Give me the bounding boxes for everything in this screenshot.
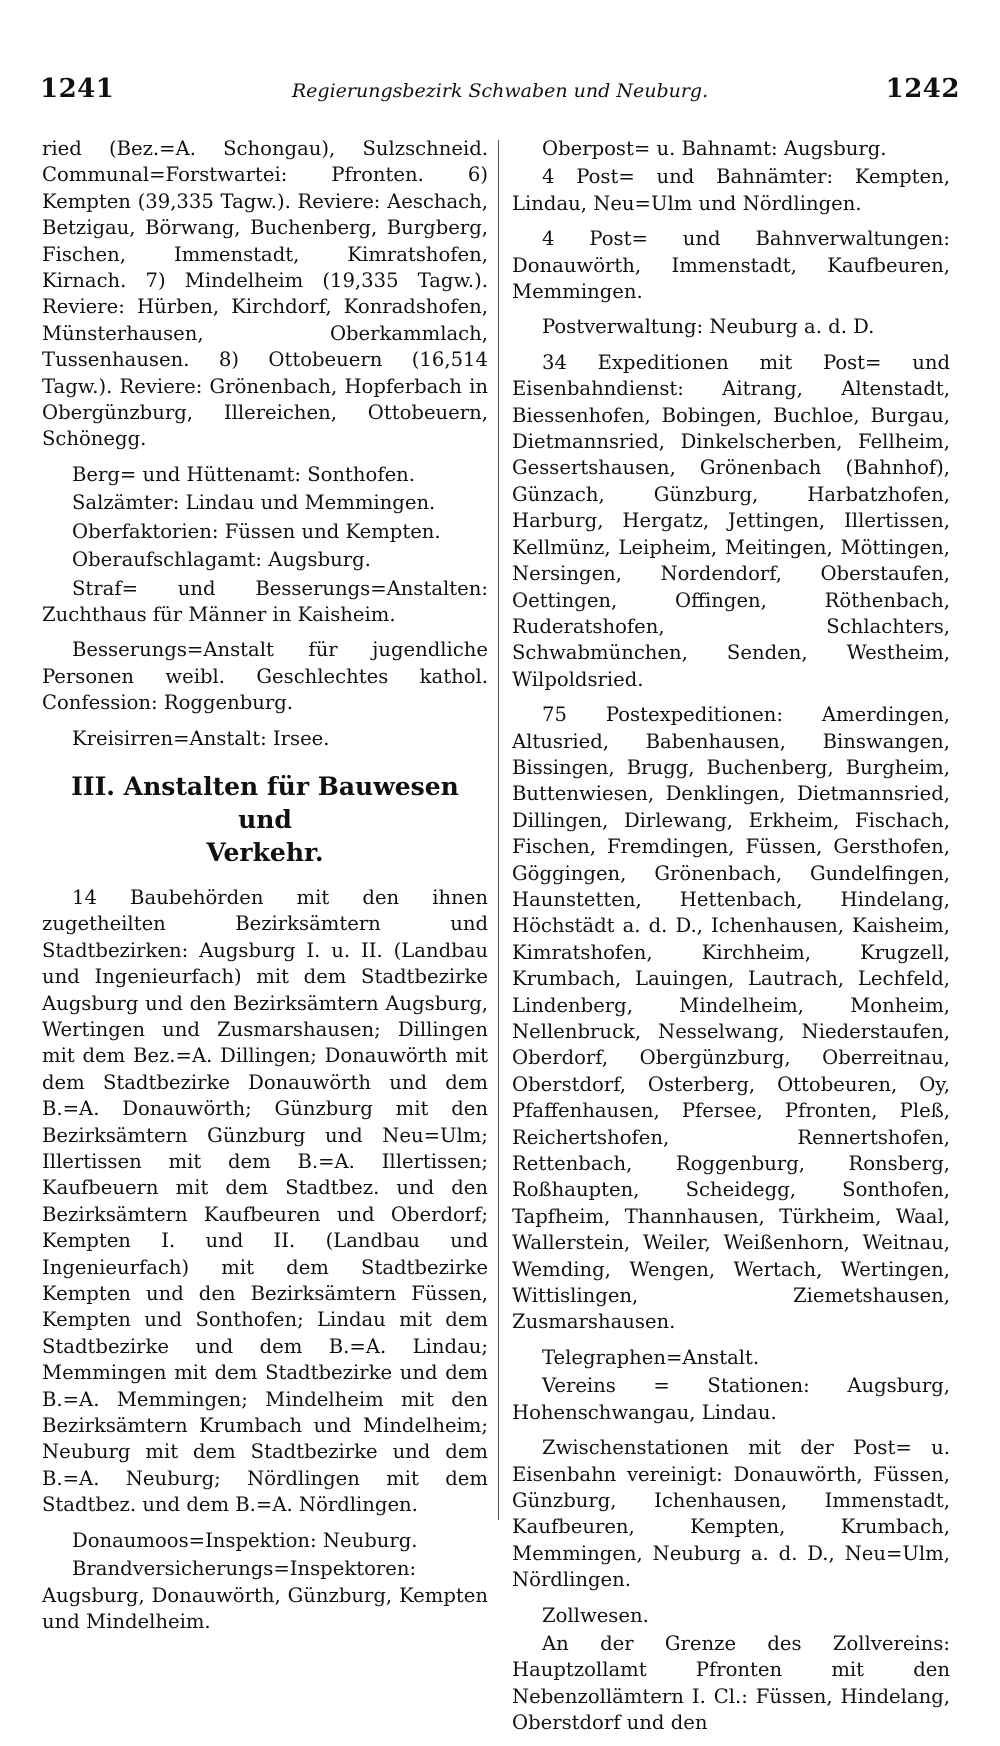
factories-paragraph: Oberfaktorien: Füssen und Kempten. bbox=[72, 519, 441, 543]
section-heading bbox=[42, 770, 488, 869]
telegraph-heading: Telegraphen=Anstalt. bbox=[542, 1345, 760, 1369]
intermediate-stations-paragraph: Zwischenstationen mit der Post= u. Eisenbahn vereinigt: Donauwörth, Füssen, Günzburg, Ichenhausen, Immenstadt, Kaufbeuren, Kempten, Krumbach, Memmingen, Neuburg a. d. D., Neu=Ulm, Nördlingen. bbox=[512, 1436, 950, 1592]
excise-office-paragraph: Oberaufschlagamt: Augsburg. bbox=[72, 548, 371, 572]
post-expeditions-paragraph: 75 Postexpeditionen: Amerdingen, Altusried, Babenhausen, Binswangen, Bissingen, Brugg, Buchenberg, Burgheim, Buttenwiesen, Denklingen, Dietmannsried, Dillingen, Dirlewang, Erkheim, Fischach, Fischen, Fremdingen, Füssen, Gersthofen, Göggingen, Grönenbach, Gundelfingen, Haunstetten, Hettenbach, Hindelang, Höchstädt a. d. D., Ichenhausen, Kaisheim, Kimratshofen, Kirchheim, Krugzell, Krumbach, Lauingen, Lautrach, Lechfeld, Lindenberg, Mindelheim, Monheim, Nellenbruck, Nesselwang, Niederstaufen, Oberdorf, Obergünzburg, Oberreitnau, Oberstdorf, Osterberg, Ottobeuren, Oy, Pfaffenhausen, Pfersee, Pfronten, Pleß, Reichertshofen, Rennertshofen, Rettenbach, Roggenburg, Ronsberg, Roßhaupten, Scheidegg, Sonthofen, Tapfheim, Thannhausen, Türkheim, Waal, Wallerstein, Weiler, Weißenhorn, Weitnau, Wemding, Wengen, Wertach, Wertingen, Wittislingen, Ziemetshausen, Zusmarshausen. bbox=[512, 703, 950, 1334]
customs-heading: Zollwesen. bbox=[542, 1603, 649, 1627]
right-page-number: 1242 bbox=[885, 74, 960, 104]
post-rail-administrations-paragraph: 4 Post= und Bahnverwaltungen: Donauwörth, Immenstadt, Kaufbeuren, Memmingen. bbox=[512, 227, 950, 304]
page-header bbox=[40, 74, 960, 114]
customs-paragraph: An der Grenze des Zollvereins: Hauptzollamt Pfronten mit den Nebenzollämtern I. Cl.: Füssen, Hindelang, Oberstdorf und den bbox=[512, 1631, 950, 1735]
association-stations-paragraph: Vereins = Stationen: Augsburg, Hohenschwangau, Lindau. bbox=[512, 1374, 950, 1424]
fire-insurance-paragraph: Brandversicherungs=Inspektoren: Augsburg, Donauwörth, Günzburg, Kempten und Mindelheim. bbox=[42, 1557, 488, 1633]
expeditions-paragraph: 34 Expeditionen mit Post= und Eisenbahndienst: Aitrang, Altenstadt, Biessenhofen, Bobingen, Buchloe, Burgau, Dietmannsried, Dinkelscherben, Fellheim, Gessertshausen, Grönenbach (Bahnhof), Günzach, Günzburg, Harbatzhofen, Harburg, Hergatz, Jettingen, Illertissen, Kellmünz, Leipheim, Meitingen, Möttingen, Nersingen, Nordendorf, Oberstaufen, Oettingen, Offingen, Röthenbach, Ruderatshofen, Schlachters, Schwabmünchen, Senden, Westheim, Wilpoldsried. bbox=[512, 350, 950, 691]
penal-institutions-paragraph: Straf= und Besserungs=Anstalten: Zuchthaus für Männer in Kaisheim. bbox=[42, 576, 488, 626]
main-post-office-paragraph: Oberpost= u. Bahnamt: Augsburg. bbox=[542, 137, 887, 160]
reformatory-paragraph: Besserungs=Anstalt für jugendliche Personen weibl. Geschlechtes kathol. Confession: Roggenburg. bbox=[42, 638, 488, 715]
section-heading-line-2: Verkehr. bbox=[206, 837, 324, 867]
forestry-paragraph: ried (Bez.=A. Schongau), Sulzschneid. Communal=Forstwartei: Pfronten. 6) Kempten (39,335 Tagw.). Reviere: Aeschach, Betzigau, Börwang, Buchenberg, Burgberg, Fischen, Immenstadt, Kimratshofen, Kirnach. 7) Mindelheim (19,335 Tagw.). Reviere: Hürben, Kirchdorf, Konradshofen, Münsterhausen, Oberkammlach, Tussenhausen. 8) Ottobeuern (16,514 Tagw.). Reviere: Grönenbach, Hopferbach in Obergünzburg, Illereichen, Ottobeuern, Schönegg. bbox=[42, 137, 488, 451]
salt-offices-paragraph: Salzämter: Lindau und Memmingen. bbox=[72, 491, 436, 515]
left-column bbox=[42, 136, 488, 1644]
danube-moor-paragraph: Donaumoos=Inspektion: Neuburg. bbox=[72, 1528, 418, 1552]
left-page-number: 1241 bbox=[40, 74, 115, 104]
post-rail-offices-paragraph: 4 Post= und Bahnämter: Kempten, Lindau, Neu=Ulm und Nördlingen. bbox=[512, 165, 950, 215]
right-column bbox=[512, 136, 950, 1746]
building-authorities-paragraph: 14 Baubehörden mit den ihnen zugetheilten Bezirksämtern und Stadtbezirken: Augsburg I. u. II. (Landbau und Ingenieurfach) mit dem Stadtbezirke Augsburg und den Bezirksämtern Augsburg, Wertingen und Zusmarshausen; Dillingen mit dem Bez.=A. Dillingen; Donauwörth mit dem Stadtbezirke Donauwörth und dem B.=A. Donauwörth; Günzburg mit den Bezirksämtern Günzburg und Neu=Ulm; Illertissen mit dem B.=A. Illertissen; Kaufbeuern mit dem Stadtbez. und den Bezirksämtern Kaufbeuren und Oberdorf; Kempten I. und II. (Landbau und Ingenieurfach) mit dem Stadtbezirke Kempten und den Bezirksämtern Füssen, Kempten und Sonthofen; Lindau mit dem Stadtbezirke und dem B.=A. Lindau; Memmingen mit dem Stadtbezirke und dem B.=A. Memmingen; Mindelheim mit den Bezirksämtern Krumbach und Mindelheim; Neuburg mit dem Stadtbezirke und dem B.=A. Neuburg; Nördlingen mit dem Stadtbez. und dem B.=A. Nördlingen. bbox=[42, 885, 488, 1517]
section-heading-line-1: III. Anstalten für Bauwesen und bbox=[71, 771, 459, 834]
column-divider bbox=[498, 140, 499, 1520]
asylum-paragraph: Kreisirren=Anstalt: Irsee. bbox=[72, 726, 330, 750]
post-administration-paragraph: Postverwaltung: Neuburg a. d. D. bbox=[542, 315, 875, 339]
mining-office-paragraph: Berg= und Hüttenamt: Sonthofen. bbox=[72, 462, 416, 486]
running-title: Regierungsbezirk Schwaben und Neuburg. bbox=[291, 80, 709, 102]
